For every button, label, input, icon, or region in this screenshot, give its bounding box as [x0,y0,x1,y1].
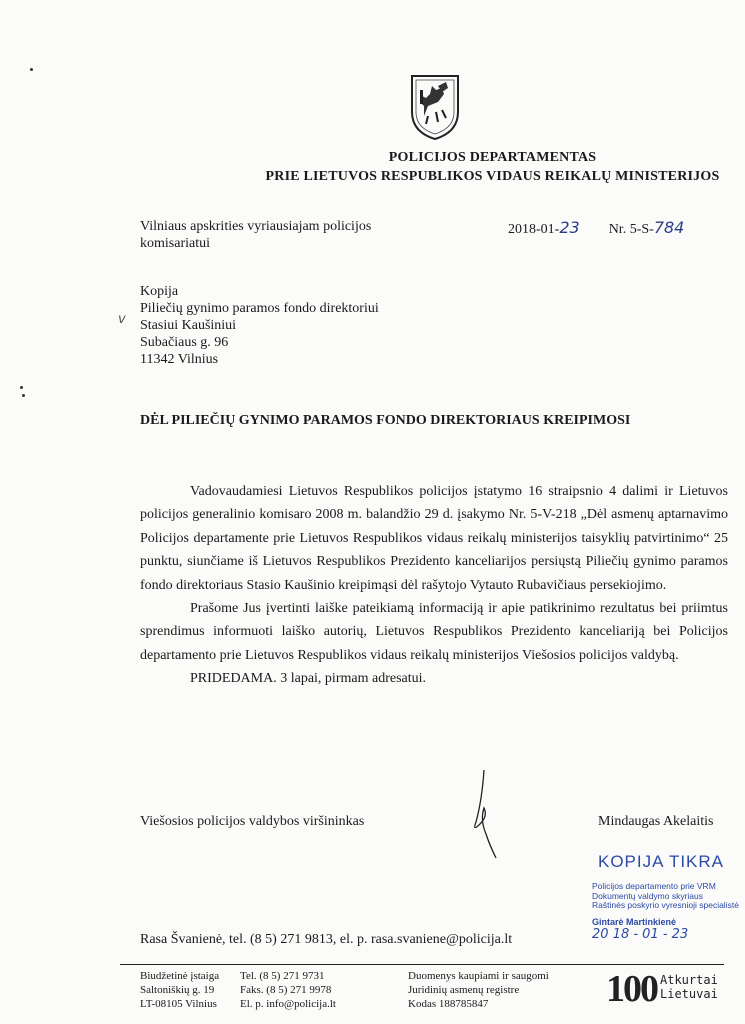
certified-copy-stamp [592,852,744,942]
footer-text: Kodas 188785847 [408,998,489,1010]
footer-column-2 [240,969,336,1011]
document-reference [508,218,684,238]
number-prefix: Nr. 5-S- [608,222,654,237]
stamp-line2: Dokumentų valdymo skyriaus [592,890,704,901]
copy-line3: Subačiaus g. 96 [140,335,229,350]
copy-recipient [140,283,379,368]
stamp-name: Gintarė Martinkienė [592,916,677,927]
logo-line1: Atkurtai [660,973,718,987]
org-name-line2: PRIE LIETUVOS RESPUBLIKOS VIDAUS REIKALŲ MINISTERIJOS [265,169,720,184]
footer-text: Tel. (8 5) 271 9731 [240,970,325,982]
recipient-line2: komisariatui [140,236,210,251]
stamp-text [592,882,744,911]
scan-mark [22,394,25,397]
stamp-line3: Raštinės poskyrio vyresnioji specialistė [592,900,739,910]
logo-line2: Lietuvai [660,987,718,1001]
copy-label: Kopija [140,284,179,299]
signatory-position: Viešosios policijos valdybos viršininkas [140,814,365,829]
signatory-name: Mindaugas Akelaitis [598,814,714,829]
footer-column-3 [408,969,549,1011]
stamp-title: KOPIJA TIKRA [598,852,725,871]
date-day-handwritten: 23 [559,218,580,237]
check-mark-icon: v [118,312,126,327]
logo-text [660,973,718,1001]
date-prefix: 2018-01- [508,222,560,237]
footer-text: Faks. (8 5) 271 9978 [240,984,332,996]
stamp-line1: Policijos departamento prie VRM [592,881,716,891]
body-paragraph-3: PRIDEDAMA. 3 lapai, pirmam adresatui. [190,671,427,687]
body-paragraph-1: Vadovaudamiesi Lietuvos Respublikos policijos įstatymo 16 straipsnio 4 dalimi ir Lietuvos policijos generalinio komisaro 2008 m. balandžio 29 d. įsakymo Nr. 5-V-218 „Dėl asmenų aptarnavimo Policijos departamente prie Lietuvos Respublikos vidaus reikalų ministerijos taisyklių patvirtinimo“ 25 punktu, siunčiame iš Lietuvos Respublikos Prezidento kanceliarijos persiųstą Piliečių gynimo paramos fondo direktoriaus Stasio Kaušinio kreipimąsi dėl rašytojo Vytauto Rubavičiaus persekiojimo. [140,484,728,593]
body-paragraph-2: Prašome Jus įvertinti laiške pateikiamą informaciją ir apie patikrinimo rezultatus bei priimtus sprendimus informuoti laiško autorių, Lietuvos Respublikos Prezidento kanceliariją bei Policijos departamento prie Lietuvos Respublikos vidaus reikalų ministerijos Viešosios policijos valdybą. [140,601,728,663]
footer-text: Juridinių asmenų registre [408,984,520,996]
org-name-line1: POLICIJOS DEPARTAMENTAS [388,150,597,165]
scan-mark [30,68,33,71]
subject-heading: DĖL PILIEČIŲ GYNIMO PARAMOS FONDO DIREKTORIAUS KREIPIMOSI [140,413,631,428]
footer-text: Duomenys kaupiami ir saugomi [408,970,549,982]
centenary-logo [606,967,726,1010]
copy-line4: 11342 Vilnius [140,352,219,367]
coat-of-arms-icon [408,72,462,142]
contact-line: Rasa Švanienė, tel. (8 5) 271 9813, el. p. rasa.svaniene@policija.lt [140,932,513,947]
recipient-line1: Vilniaus apskrities vyriausiajam policijos [140,219,372,234]
footer-column-1 [140,969,219,1011]
copy-line2: Stasiui Kaušiniui [140,318,237,333]
recipient [140,218,371,252]
handwritten-signature-icon [462,760,522,865]
number-handwritten: 784 [653,218,685,237]
copy-line1: Piliečių gynimo paramos fondo direktoriui [140,301,379,316]
footer-text: El. p. info@policija.lt [240,998,336,1010]
letter-body [140,480,728,691]
footer-text: Saltoniškių g. 19 [140,984,215,996]
footer-text: Biudžetinė įstaiga [140,970,220,982]
stamp-date: 20 18 - 01 - 23 [592,926,689,942]
footer-text: LT-08105 Vilnius [140,998,217,1010]
logo-number: 100 [606,968,657,1010]
footer-divider [120,964,724,965]
scan-mark [20,386,23,389]
